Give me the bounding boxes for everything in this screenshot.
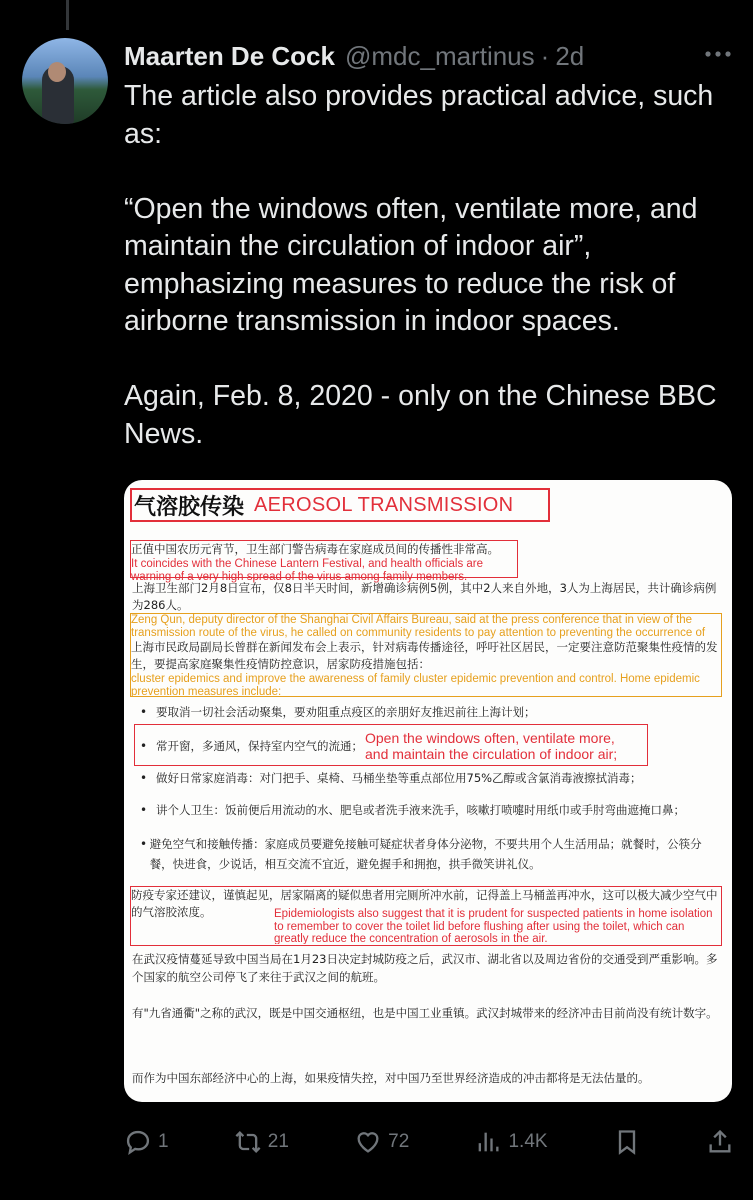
views-count: 1.4K <box>508 1131 548 1152</box>
article-paragraph-2: 上海卫生部门2月8日宣布，仅8日半天时间，新增确诊病例5例，其中2人来自外地，3人为上海居民，共计确诊病例为286人。 <box>132 581 717 612</box>
thread-connector-line <box>66 0 69 30</box>
avatar[interactable] <box>22 38 108 124</box>
retweet-count: 21 <box>267 1131 289 1152</box>
bookmark-button[interactable] <box>613 1128 641 1156</box>
tweet-paragraph-3: Again, Feb. 8, 2020 - only on the Chinese BBC News. <box>124 380 717 450</box>
article-bullet-1-text: 要取消一切社会活动聚集，要劝阻重点疫区的亲朋好友推迟前往上海计划； <box>156 705 536 719</box>
author-handle[interactable]: @mdc_martinus <box>344 40 535 71</box>
article-bullet-3-text: 做好日常家庭消毒：对门把手、桌椅、马桶坐垫等重点部位用75%乙醇或含氯消毒液擦拭消毒； <box>156 771 642 785</box>
article-title-box <box>130 488 550 522</box>
tweet-timestamp[interactable]: 2d <box>555 40 585 71</box>
article-paragraph-3-en-a: Zeng Qun, deputy director of the Shanghai Civil Affairs Bureau, said at the press conference that in view of the transmission route of the virus, he called on community residents to pay attention to preventing the occurrence of <box>131 614 706 639</box>
article-bullet-4: • 讲个人卫生：饭前便后用流动的水、肥皂或者洗手液来洗手，咳嗽打喷嚏时用纸巾或手肘弯曲遮掩口鼻； <box>140 803 685 817</box>
article-bullet-3: • 做好日常家庭消毒：对门把手、桌椅、马桶坐垫等重点部位用75%乙醇或含氯消毒液擦拭消毒； <box>140 771 642 785</box>
heart-icon <box>354 1128 382 1156</box>
annotation-box-red-1 <box>130 540 518 583</box>
article-bullet-5: • 避免空气和接触传播：家庭成员要避免接触可疑症状者身体分泌物，不要共用个人生活用品；就餐时，公筷分餐，快进食，少说话，相互交流不宜近，避免握手和拥抱，拱手微笑讲礼仪。 <box>140 834 720 874</box>
separator-dot: · <box>540 40 550 71</box>
bookmark-icon <box>613 1128 641 1156</box>
retweet-button[interactable] <box>234 1128 289 1156</box>
article-paragraph-4-cn: 防疫专家还建议，谨慎起见，居家隔离的疑似患者用完厕所冲水前，记得盖上马桶盖再冲水，这可以极大减少空气中的气溶胶浓度。 <box>131 888 718 919</box>
like-button[interactable] <box>354 1128 409 1156</box>
views-button[interactable] <box>474 1128 547 1156</box>
article-bullet-2-text-en: Open the windows often, ventilate more, and maintain the circulation of indoor air; <box>365 730 618 762</box>
article-bullet-2: • 常开窗，多通风，保持室内空气的流通； Open the windows often, ventilate more, and maintain the circulation of indoor air; <box>140 730 720 762</box>
article-paragraph-5: 在武汉疫情蔓延导致中国当局在1月23日决定封城防疫之后，武汉市、湖北省以及周边省份的交通受到严重影响。多个国家的航空公司停飞了来往于武汉之间的航班。 <box>132 952 718 984</box>
article-paragraph-3-cn: 上海市民政局副局长曾群在新闻发布会上表示，针对病毒传播途径，呼吁社区居民，一定要注意防范聚集性疫情的发生，要提高家庭聚集性疫情防控意识，居家防疫措施包括： <box>131 640 718 671</box>
article-bullet-1: • 要取消一切社会活动聚集，要劝阻重点疫区的亲朋好友推迟前往上海计划； <box>140 705 536 719</box>
reply-count: 1 <box>158 1131 169 1152</box>
tweet-actions-bar <box>124 1122 734 1162</box>
article-paragraph-4-en: Epidemiologists also suggest that it is prudent for suspected patients in home isolation to remember to cover the toilet lid before flushing after using the toilet, which can greatly reduce the concentration of aerosols in the air. <box>274 908 713 944</box>
tweet-header <box>124 36 724 76</box>
article-bullet-4-text: 讲个人卫生：饭前便后用流动的水、肥皂或者洗手液来洗手，咳嗽打喷嚏时用纸巾或手肘弯曲遮掩口鼻； <box>156 803 685 817</box>
article-paragraph-6: 有"九省通衢"之称的武汉，既是中国交通枢纽，也是中国工业重镇。武汉封城带来的经济冲击目前尚没有统计数字。 <box>132 1006 718 1020</box>
tweet-paragraph-1: The article also provides practical advice, such as: <box>124 80 714 150</box>
article-title-en: AEROSOL TRANSMISSION <box>254 493 514 516</box>
reply-icon <box>124 1128 152 1156</box>
share-button[interactable] <box>706 1128 734 1156</box>
article-paragraph-1-cn: 正值中国农历元宵节，卫生部门警告病毒在家庭成员间的传播性非常高。 <box>131 542 499 556</box>
like-count: 72 <box>388 1131 410 1152</box>
tweet-text <box>124 78 734 453</box>
article-paragraph-7: 而作为中国东部经济中心的上海，如果疫情失控，对中国乃至世界经济造成的冲击都将是无法估量的。 <box>132 1071 650 1085</box>
reply-button[interactable] <box>124 1128 169 1156</box>
article-paragraph-1-en: It coincides with the Chinese Lantern Festival, and health officials are warning of a very high spread of the virus among family members. <box>131 558 484 583</box>
views-chart-icon <box>474 1128 502 1156</box>
avatar-head-shape <box>48 62 66 82</box>
tweet-paragraph-2: “Open the windows often, ventilate more, and maintain the circulation of indoor air”, emphasizing measures to reduce the risk of airborne transmission in indoor spaces. <box>124 192 698 337</box>
article-bullet-5-text: 避免空气和接触传播：家庭成员要避免接触可疑症状者身体分泌物，不要共用个人生活用品；就餐时，公筷分餐，快进食，少说话，相互交流不宜近，避免握手和拥抱，拱手微笑讲礼仪。 <box>149 837 702 871</box>
article-paragraph-3-en-b: cluster epidemics and improve the awareness of family cluster epidemic prevention and control. Home epidemic prevention measures include: <box>131 673 700 697</box>
attached-image[interactable] <box>124 480 732 1102</box>
annotation-box-yellow <box>130 613 722 697</box>
share-icon <box>706 1128 734 1156</box>
article-title-cn: 气溶胶传染 <box>134 494 245 520</box>
article-bullet-2-text-cn: 常开窗，多通风，保持室内空气的流通； <box>156 738 363 753</box>
author-name[interactable]: Maarten De Cock <box>124 40 335 71</box>
retweet-icon <box>234 1128 262 1156</box>
more-dots-icon[interactable] <box>702 38 734 70</box>
